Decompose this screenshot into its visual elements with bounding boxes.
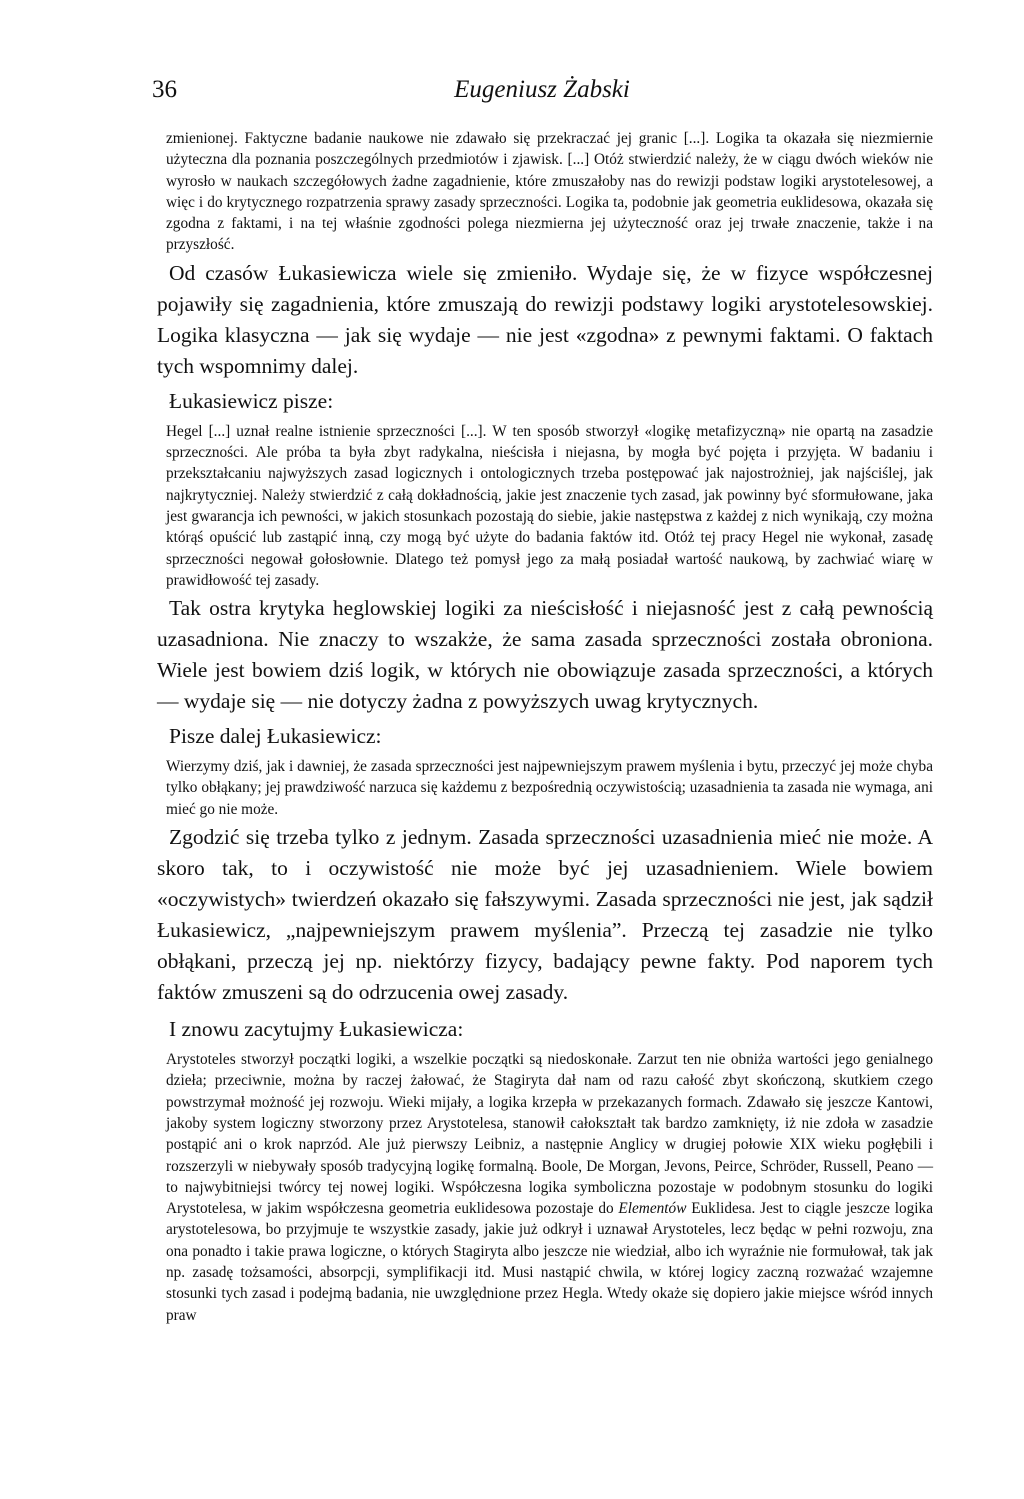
body-paragraph-1: Od czasów Łukasiewicza wiele się zmieniło. Wydaje się, że w fizyce współczesnej pojawiły się zagadnienia, które zmuszają do rewizji podstawy logiki arystotelesowskiej. Logika klasyczna — jak się wydaje — nie jest «zgodna» z pewnymi faktami. O faktach tych wspomnimy dalej. bbox=[157, 260, 933, 378]
block-quote-4 bbox=[166, 1049, 933, 1326]
block-quote-4-italic-title: Elementów bbox=[618, 1200, 687, 1218]
block-quote-4-text-a: Arystoteles stworzył początki logiki, a wszelkie początki są niedoskonałe. Zarzut ten nie obniża wartości jego genialnego dzieła; przeciwnie, można by raczej żałować, że Stagiryta dał nam od razu całość zbyt skończoną, skutkiem czego powstrzymał możność jej rozwoju. Wieki mijały, a logika krzepła w przekazanych formach. Zdawało się jeszcze Kantowi, jakoby system logiczny stworzony przez Arystotelesa, stanowił całokształt tak bardzo zamknięty, iż nie zdoła w zasadzie postąpić ani o krok naprzód. Ale już pierwszy Leibniz, a następnie Anglicy w drugiej połowie XIX wieku pogłębili i rozszerzyli w niebywały sposób tradycyjną logikę formalną. Boole, De Morgan, Jevons, Peirce, Schröder, Russell, Peano — to najwybitniejsi twórcy tej nowej logiki. Współczesna logika symboliczna pozostaje w podobnym stosunku do logiki Arystotelesa, w jakim współczesna geometria euklidesowa pozostaje do bbox=[166, 1051, 933, 1218]
body-paragraph-3: Tak ostra krytyka heglowskiej logiki za nieścisłość i niejasność jest z całą pewnością uzasadniona. Nie znaczy to wszakże, że sama zasada sprzeczności została obroniona. Wiele jest bowiem dziś logik, w których nie obowiązuje zasada sprzeczności, a których — wydaje się — nie dotyczy żadna z powyższych uwag krytycznych. bbox=[157, 596, 933, 714]
body-paragraph-5: Zgodzić się trzeba tylko z jednym. Zasada sprzeczności uzasadnienia mieć nie może. A skoro tak, to i oczywistość nie może być jej uzasadnieniem. Wiele bowiem «oczywistych» twierdzeń okazało się fałszywymi. Zasada sprzeczności nie jest, jak sądził Łukasiewicz, „najpewniejszym prawem myślenia”. Przeczą tej zasadzie nie tylko obłąkani, przeczą jej np. niektórzy fizycy, badający pewne fakty. Pod naporem tych faktów zmuszeni są do odrzucenia owej zasady. bbox=[157, 825, 933, 1005]
block-quote-1: zmienionej. Faktyczne badanie naukowe nie zdawało się przekraczać jej granic [...]. Logika ta okazała się niezmiernie użyteczna dla poznania poszczególnych przedmiotów i zjawisk. [...] Otóż stwierdzić należy, że w ciągu dwóch wieków nie wyrosło w naukach szczegółowych żadne zagadnienie, które zmuszałoby nas do rewizji podstaw logiki arystotelesowej, a więc i do krytycznego rozpatrzenia sprawy zasady sprzeczności. Logika ta, podobnie jak geometria euklidesowa, okazała się zgodna z faktami, i na tej właśnie zgodności polega niezmierna jej użyteczność oraz jej trwałe znaczenie, także i na przyszłość. bbox=[166, 130, 933, 254]
body-paragraph-2: Łukasiewicz pisze: bbox=[169, 388, 334, 413]
body-paragraph-4: Pisze dalej Łukasiewicz: bbox=[169, 724, 382, 749]
page-text bbox=[157, 128, 933, 1328]
block-quote-4-text-b: Euklidesa. Jest to ciągle jeszcze logika arystotelesowa, bo przyjmuje te wszystkie zasady, jakie już odkrył i uznawał Arystoteles, lecz będąc w pełni rozwoju, zna ona ponadto i takie prawa logiczne, o których Stagiryta albo jeszcze nie wiedział, albo ich wyraźnie nie formułował, tak jak np. zasadę tożsamości, absorpcji, symplifikacji itd. Musi nastąpić chwila, w której logicy zaczną rozważać wzajemne stosunki tych zasad i podejmą badania, nie uwzględnione przez Hegla. Wtedy okaże się dopiero jakie miejsce wśród innych praw bbox=[166, 1200, 933, 1324]
page-number: 36 bbox=[152, 76, 177, 103]
block-quote-3: Wierzymy dziś, jak i dawniej, że zasada sprzeczności jest najpewniejszym prawem myślenia i bytu, przeczyć jej może chyba tylko obłąkany; jej prawdziwość narzuca się każdemu z bezpośrednią oczywistością; uzasadnienia ta zasada nie wymaga, ani mieć go nie może. bbox=[166, 758, 933, 818]
block-quote-2: Hegel [...] uznał realne istnienie sprzeczności [...]. W ten sposób stworzył «logikę metafizyczną» nie opartą na zasadzie sprzeczności. Ale próba ta była zbyt radykalna, nieścisła i niejasna, by mogła być pojęta i przyjęta. W badaniu i przekształcaniu najwyższych zasad logicznych i ontologicznych trzeba postępować jak najostrożniej, jak najściślej, jak najkrytyczniej. Należy stwierdzić z całą dokładnością, jakie jest znaczenie tych zasad, jak powinny być sformułowane, jaka jest gwarancja ich pewności, w jakich stosunkach pozostają do siebie, jakie następstwa z każdej z nich wynikają, czy można którąś opuścić lub zastąpić inną, czy mogą być użyte do badania faktów itd. Otóż tej pracy Hegel nie wykonał, zasadę sprzeczności negował gołosłownie. Dlatego też pomysł jego za małą posiadał wartość naukową, by zachwiać wiarę w prawidłowość tej zasady. bbox=[166, 422, 933, 589]
running-head-author: Eugeniusz Żabski bbox=[454, 76, 630, 103]
body-paragraph-6: I znowu zacytujmy Łukasiewicza: bbox=[169, 1017, 464, 1042]
